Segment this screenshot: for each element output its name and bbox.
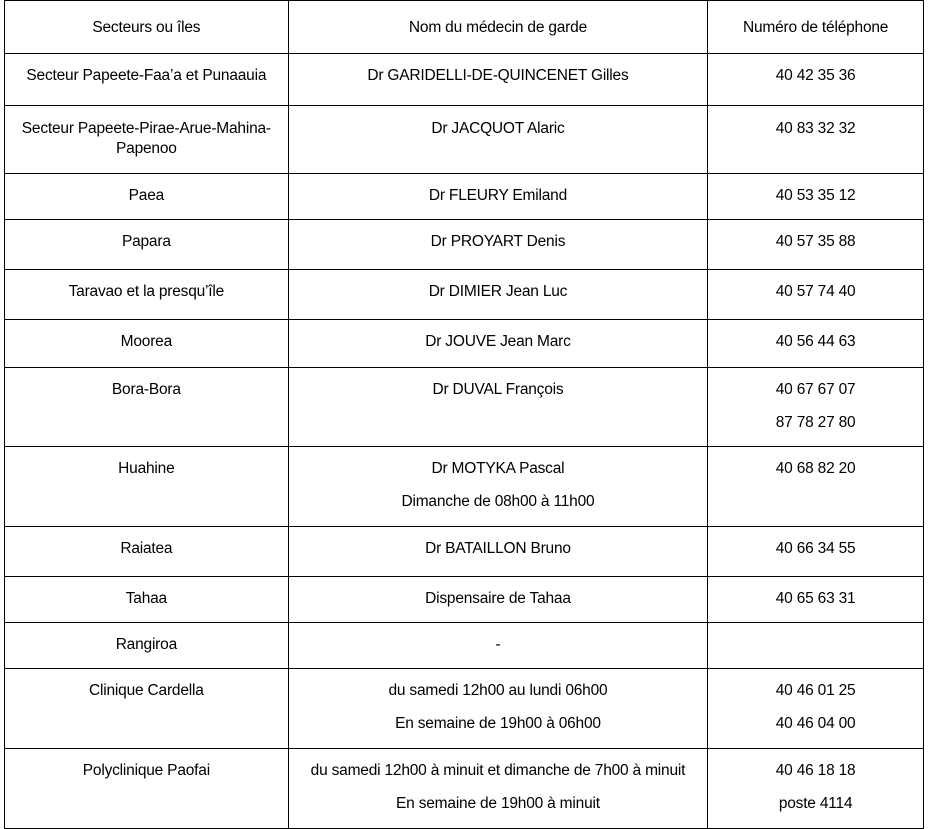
doctor-cell xyxy=(288,669,708,749)
phone-cell-text: 40 65 63 31 xyxy=(775,590,856,607)
phone-cell-text: 40 68 82 20 xyxy=(775,460,856,477)
doctor-cell xyxy=(288,54,708,106)
doctor-cell-text: du samedi 12h00 au lundi 06h00 xyxy=(388,682,608,699)
phone-cell xyxy=(708,669,924,749)
doctor-cell xyxy=(288,270,708,320)
phone-cell xyxy=(708,623,924,669)
sector-cell xyxy=(5,749,289,829)
table-row xyxy=(5,623,924,669)
table-row xyxy=(5,220,924,270)
sector-cell-text: Huahine xyxy=(118,460,175,477)
table-row xyxy=(5,527,924,577)
header-sector: Secteurs ou îles xyxy=(5,1,289,54)
phone-cell-text: 87 78 27 80 xyxy=(775,414,856,431)
doctor-cell-text: - xyxy=(495,636,501,653)
sector-cell xyxy=(5,368,289,447)
doctor-cell xyxy=(288,447,708,527)
table-row xyxy=(5,106,924,174)
doctor-cell-text: Dispensaire de Tahaa xyxy=(425,590,571,607)
sector-cell-text: Rangiroa xyxy=(115,636,177,653)
sector-cell xyxy=(5,669,289,749)
sector-cell xyxy=(5,527,289,577)
phone-cell xyxy=(708,54,924,106)
doctor-cell-text: En semaine de 19h00 à 06h00 xyxy=(395,715,601,732)
table-row xyxy=(5,320,924,368)
phone-cell xyxy=(708,320,924,368)
phone-cell-text: 40 53 35 12 xyxy=(775,187,856,204)
phone-cell xyxy=(708,106,924,174)
phone-cell xyxy=(708,527,924,577)
on-call-doctors-table xyxy=(4,0,924,829)
sector-cell-text: Tahaa xyxy=(125,590,167,607)
doctor-cell xyxy=(288,749,708,829)
doctor-cell-text: Dr DUVAL François xyxy=(432,381,564,398)
header-phone: Numéro de téléphone xyxy=(708,1,924,54)
phone-cell-text: 40 66 34 55 xyxy=(775,540,856,557)
table-row xyxy=(5,174,924,220)
table-row xyxy=(5,749,924,829)
phone-cell xyxy=(708,577,924,623)
sector-cell xyxy=(5,174,289,220)
doctor-cell-text: Dr FLEURY Emiland xyxy=(428,187,568,204)
phone-cell-text: 40 56 44 63 xyxy=(775,333,856,350)
doctor-cell-text: Dr JACQUOT Alaric xyxy=(431,120,565,137)
header-doctor: Nom du médecin de garde xyxy=(288,1,708,54)
sector-cell-text: Paea xyxy=(128,187,165,204)
phone-cell-text: 40 57 74 40 xyxy=(775,283,856,300)
table-row xyxy=(5,368,924,447)
table-row xyxy=(5,669,924,749)
sector-cell xyxy=(5,270,289,320)
sector-cell-text: Papara xyxy=(121,233,171,250)
doctor-cell-text: Dimanche de 08h00 à 11h00 xyxy=(401,493,595,510)
doctor-cell xyxy=(288,320,708,368)
phone-cell-text: poste 4114 xyxy=(778,795,853,812)
doctor-cell-text: Dr PROYART Denis xyxy=(430,233,566,250)
doctor-cell-text: Dr MOTYKA Pascal xyxy=(431,460,565,477)
phone-cell-text: 40 57 35 88 xyxy=(775,233,856,250)
table-row xyxy=(5,577,924,623)
table-row xyxy=(5,270,924,320)
phone-cell xyxy=(708,368,924,447)
sector-cell-text: Secteur Papeete-Faa’a et Punaauia xyxy=(26,67,267,84)
sector-cell xyxy=(5,220,289,270)
phone-cell-text: 40 46 04 00 xyxy=(775,715,856,732)
phone-cell-text: 40 46 18 18 xyxy=(775,762,856,779)
sector-cell xyxy=(5,577,289,623)
doctor-cell-text: du samedi 12h00 à minuit et dimanche de 7h00 à minuit xyxy=(310,762,686,779)
doctor-cell-text: Dr GARIDELLI-DE-QUINCENET Gilles xyxy=(367,67,629,84)
sector-cell-text: Secteur Papeete-Pirae-Arue-Mahina- xyxy=(21,120,271,137)
sector-cell xyxy=(5,623,289,669)
phone-cell xyxy=(708,270,924,320)
phone-cell-text: 40 83 32 32 xyxy=(775,120,856,137)
table-row xyxy=(5,447,924,527)
sector-cell-text: Bora-Bora xyxy=(111,381,181,398)
sector-cell-text: Papenoo xyxy=(116,140,177,157)
doctor-cell-text: En semaine de 19h00 à minuit xyxy=(396,795,600,812)
doctor-cell xyxy=(288,368,708,447)
doctor-cell xyxy=(288,527,708,577)
phone-cell xyxy=(708,447,924,527)
phone-cell-text: 40 46 01 25 xyxy=(775,682,856,699)
sector-cell xyxy=(5,54,289,106)
phone-cell-text: 40 67 67 07 xyxy=(775,381,856,398)
sector-cell-text: Polyclinique Paofai xyxy=(82,762,210,779)
phone-cell xyxy=(708,220,924,270)
table-row xyxy=(5,54,924,106)
doctor-cell xyxy=(288,174,708,220)
phone-cell-text: 40 42 35 36 xyxy=(775,67,856,84)
doctor-cell xyxy=(288,106,708,174)
phone-cell xyxy=(708,749,924,829)
doctor-cell-text: Dr BATAILLON Bruno xyxy=(425,540,571,557)
phone-cell xyxy=(708,174,924,220)
sector-cell-text: Raiatea xyxy=(120,540,173,557)
doctor-cell-text: Dr JOUVE Jean Marc xyxy=(425,333,571,350)
doctor-cell-text: Dr DIMIER Jean Luc xyxy=(428,283,568,300)
table-header-row xyxy=(5,1,924,54)
sector-cell-text: Clinique Cardella xyxy=(89,682,204,699)
doctor-cell xyxy=(288,577,708,623)
sector-cell xyxy=(5,106,289,174)
sector-cell-text: Taravao et la presqu’île xyxy=(68,283,225,300)
doctor-cell xyxy=(288,220,708,270)
sector-cell xyxy=(5,320,289,368)
doctor-cell xyxy=(288,623,708,669)
sector-cell xyxy=(5,447,289,527)
sector-cell-text: Moorea xyxy=(120,333,173,350)
